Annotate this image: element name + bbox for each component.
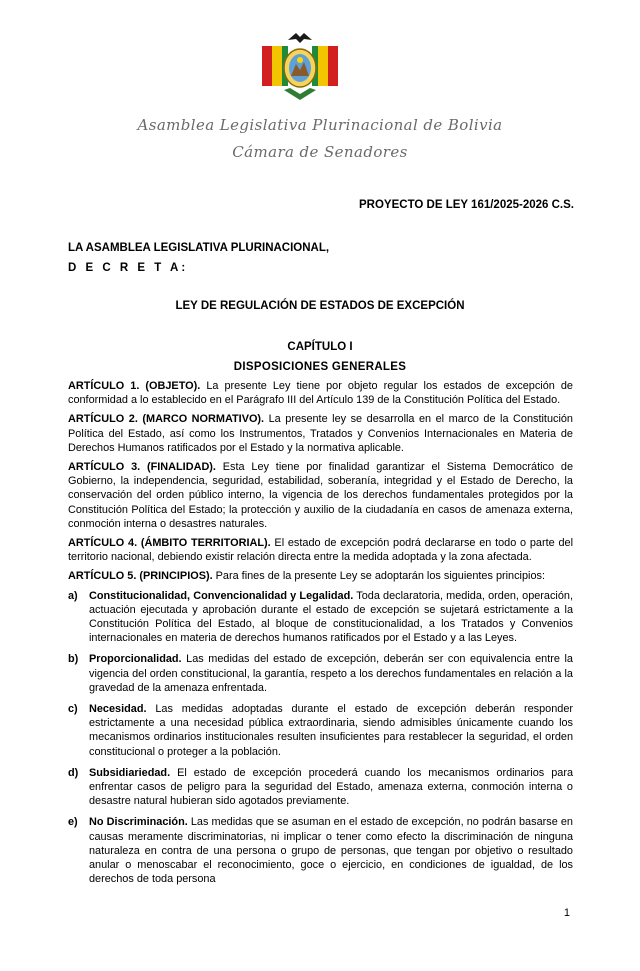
principle-item [68,702,573,759]
list-marker: c) [68,703,78,716]
principle-item [68,815,573,886]
bill-reference: PROYECTO DE LEY 161/2025-2026 C.S. [359,199,574,211]
article-heading: ARTÍCULO 2. (MARCO NORMATIVO). [68,413,265,426]
article-2 [68,412,573,455]
principle-item [68,766,573,809]
list-marker: b) [68,653,79,666]
principle-text: Las medidas del estado de excepción, deberán ser con equivalencia entre la vigencia del orden constitucional, la garantía, respeto a los derechos fundamentales en relación a la gravedad de la amenaza enfrentada. [89,653,573,694]
article-text: Para fines de la presente Ley se adoptarán los siguientes principios: [212,570,545,583]
principle-term: Necesidad. [89,703,147,716]
article-heading: ARTÍCULO 1. (OBJETO). [68,380,201,392]
enacting-body: LA ASAMBLEA LEGISLATIVA PLURINACIONAL, [68,242,330,254]
law-title: LEY DE REGULACIÓN DE ESTADOS DE EXCEPCIÓN [175,300,465,312]
article-text: Esta Ley tiene por finalidad garantizar el Sistema Democrático de Gobierno, la independencia, seguridad, estabilidad, soberanía, integridad y el Estado de Derecho, la conservación del orden público interno, la vigencia de los derechos fundamentales protegidos por la Constitución Política del Estado; la protección y auxilio de la ciudadanía en casos de amenaza externa, conmoción interna o desastres naturales. [68,461,573,530]
document-body [68,379,573,894]
article-heading: ARTÍCULO 4. (ÁMBITO TERRITORIAL). [68,537,271,550]
article-heading: ARTÍCULO 5. (PRINCIPIOS). [68,570,213,583]
decree-heading: D E C R E T A: [68,262,189,274]
principle-term: Subsidiariedad. [89,766,171,779]
article-3 [68,460,573,531]
chamber-name: Cámara de Senadores [232,143,408,161]
article-text: El estado de excepción podrá declararse en todo o parte del territorio nacional, debiendo existir relación directa entre la medida adoptada y la zona afectada. [68,537,573,564]
chapter-name: DISPOSICIONES GENERALES [233,361,407,373]
list-marker: d) [68,766,79,779]
article-1 [68,379,573,407]
principles-list [68,589,573,887]
article-text: La presente Ley tiene por objeto regular los estados de excepción de conformidad a lo establecido en el Parágrafo III del Artículo 139 de la Constitución Política del Estado. [68,380,573,407]
list-marker: e) [68,816,78,829]
chapter-number: CAPÍTULO I [287,341,353,353]
principle-text: Las medidas que se asuman en el estado de excepción, no podrán basarse en causas meramente discriminatorias, ni implicar o tener como efecto la discriminación de ninguna naturaleza en contra de una persona o grupo de personas, que tengan por objetivo o resultado anular o menoscabar el reconocimiento, goce o ejercicio, en condiciones de igualdad, de los derechos de toda persona [89,816,573,886]
principle-term: Proporcionalidad. [89,653,182,666]
principle-item [68,652,573,695]
principle-term: No Discriminación. [89,816,188,829]
coat-of-arms-emblem [258,30,342,106]
principle-term: Constitucionalidad, Convencionalidad y Legalidad. [89,589,354,602]
list-marker: a) [68,589,78,602]
principle-text: Las medidas adoptadas durante el estado de excepción deberán responder estrictamente a una necesidad pública extraordinaria, siendo admisibles únicamente cuando los mecanismos ordinarios institucionales resulten insuficientes para restablecer la seguridad, el orden constitucional o proteger a la población. [89,703,573,758]
article-heading: ARTÍCULO 3. (FINALIDAD). [68,461,216,474]
page-number: 1 [563,907,570,919]
article-4 [68,536,573,564]
principle-text: Toda declaratoria, medida, orden, operación, actuación ejecutada y aprobación durante el estado de excepción se sujetará estrictamente a la Constitución Política del Estado, al bloque de constitucionalidad, a los Tratados y Convenios internacionales en materia de derechos humanos ratificados por el Estado y a las Leyes. [89,589,573,645]
article-5 [68,569,573,583]
principle-text: El estado de excepción procederá cuando los mecanismos ordinarios para enfrentar casos de peligro para la seguridad del Estado, amenaza externa, conmoción interna o desastre natural hubieran sido agotados previamente. [89,766,573,808]
assembly-name: Asamblea Legislativa Plurinacional de Bolivia [137,116,503,134]
article-text: La presente ley se desarrolla en el marco de la Constitución Política del Estado, así como los Instrumentos, Tratados y Convenios Internacionales en Materia de Derechos Humanos ratificados por el Estado y la normativa aplicable. [68,413,573,454]
principle-item [68,589,573,646]
